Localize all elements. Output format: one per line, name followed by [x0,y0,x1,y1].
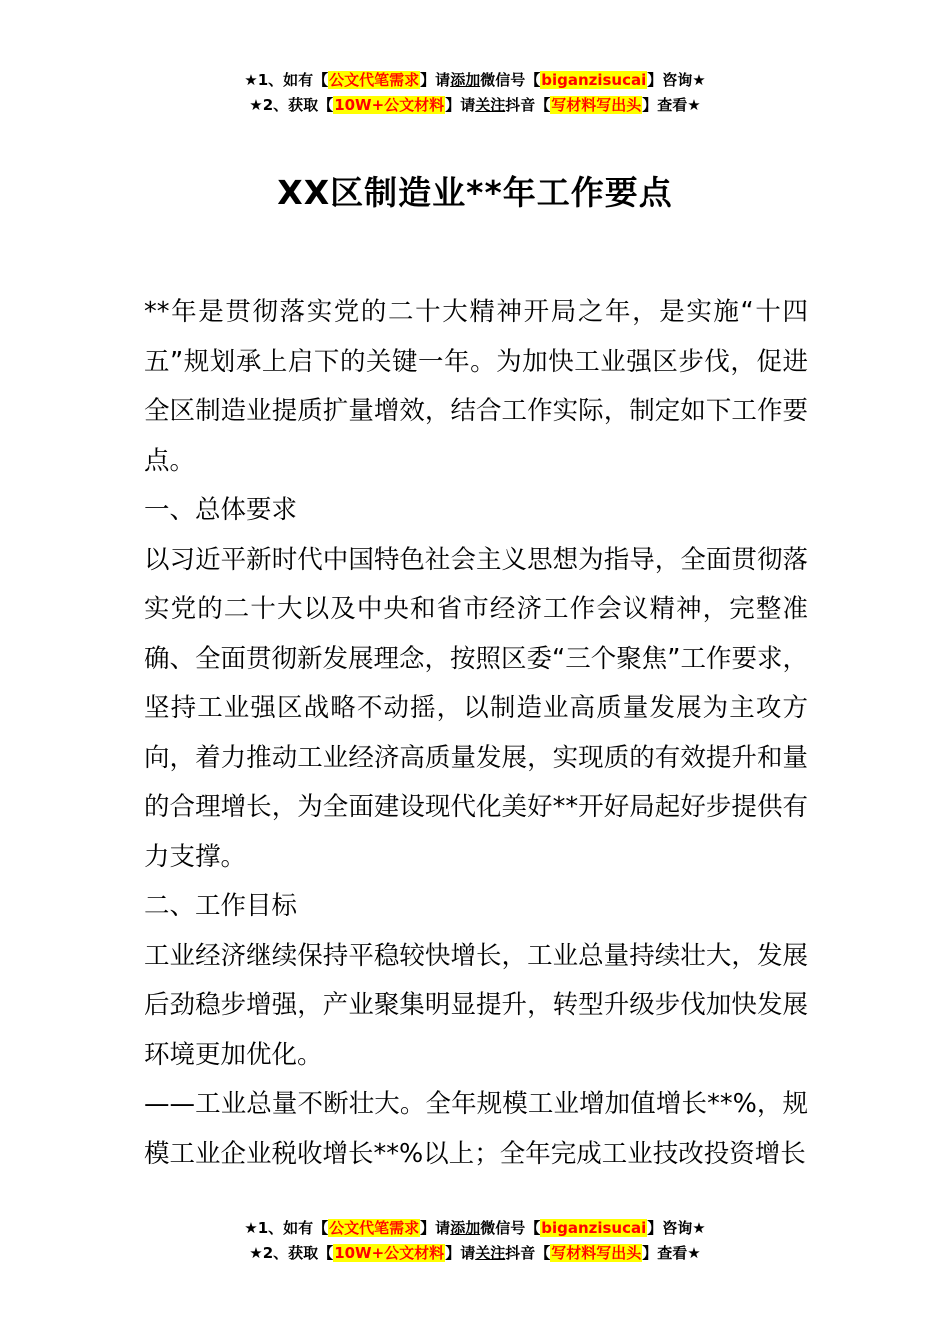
banner-text: 】咨询★ [647,71,706,89]
banner-text: ★1、如有【 [244,1219,329,1237]
paragraph-industrial-total: ——工业总量不断壮大。全年规模工业增加值增长**%，规模工业企业税收增长**%以上；全年完成工业技改投资增长 [144,1089,808,1169]
banner-text: 】请 [420,71,451,89]
banner-highlight: 10W+公文材料 [334,1244,445,1262]
banner-text: 抖音【 [505,1244,551,1262]
paragraph-objectives: 工业经济继续保持平稳较快增长，工业总量持续壮大，发展后劲稳步增强，产业聚集明显提升，转型升级步伐加快发展环境更加优化。 [144,940,808,1070]
document-title: XX区制造业**年工作要点 [277,173,673,213]
banner-highlight: 10W+公文材料 [334,96,445,114]
banner-text: ★2、获取【 [249,96,334,114]
banner-highlight: 公文代笔需求 [329,1219,420,1237]
banner-text: 】查看★ [642,1244,701,1262]
banner-underline: 关注 [475,1244,506,1262]
banner-text: 】查看★ [642,96,701,114]
banner-line-1 [0,68,950,93]
header-banner [0,68,950,118]
heading-general-requirements: 一、总体要求 [144,495,298,525]
banner-text: 微信号【 [480,71,541,89]
banner-line-2 [0,1241,950,1266]
banner-highlight: biganzisucai [541,71,647,89]
banner-text: 】请 [420,1219,451,1237]
banner-underline: 添加 [450,1219,481,1237]
document-body [144,288,808,1179]
banner-text: 】请 [445,1244,476,1262]
banner-highlight: 写材料写出头 [551,1244,642,1262]
banner-line-1 [0,1216,950,1241]
paragraph-intro: **年是贯彻落实党的二十大精神开局之年，是实施“十四五”规划承上启下的关键一年。为加快工业强区步伐，促进全区制造业提质扩量增效，结合工作实际，制定如下工作要点。 [144,297,808,476]
banner-text: 微信号【 [480,1219,541,1237]
banner-line-2 [0,93,950,118]
heading-work-objectives: 二、工作目标 [144,891,298,921]
banner-text: ★2、获取【 [249,1244,334,1262]
banner-text: 抖音【 [505,96,551,114]
banner-text: 】咨询★ [647,1219,706,1237]
footer-banner [0,1216,950,1266]
banner-highlight: 写材料写出头 [551,96,642,114]
banner-text: 】请 [445,96,476,114]
banner-highlight: biganzisucai [541,1219,647,1237]
banner-underline: 添加 [450,71,481,89]
banner-underline: 关注 [475,96,506,114]
paragraph-guiding-ideology: 以习近平新时代中国特色社会主义思想为指导，全面贯彻落实党的二十大以及中央和省市经济工作会议精神，完整准确、全面贯彻新发展理念，按照区委“三个聚焦”工作要求，坚持工业强区战略不动摇，以制造业高质量发展为主攻方向，着力推动工业经济高质量发展，实现质的有效提升和量的合理增长，为全面建设现代化美好**开好局起好步提供有力支撑。 [144,544,808,872]
banner-text: ★1、如有【 [244,71,329,89]
banner-highlight: 公文代笔需求 [329,71,420,89]
